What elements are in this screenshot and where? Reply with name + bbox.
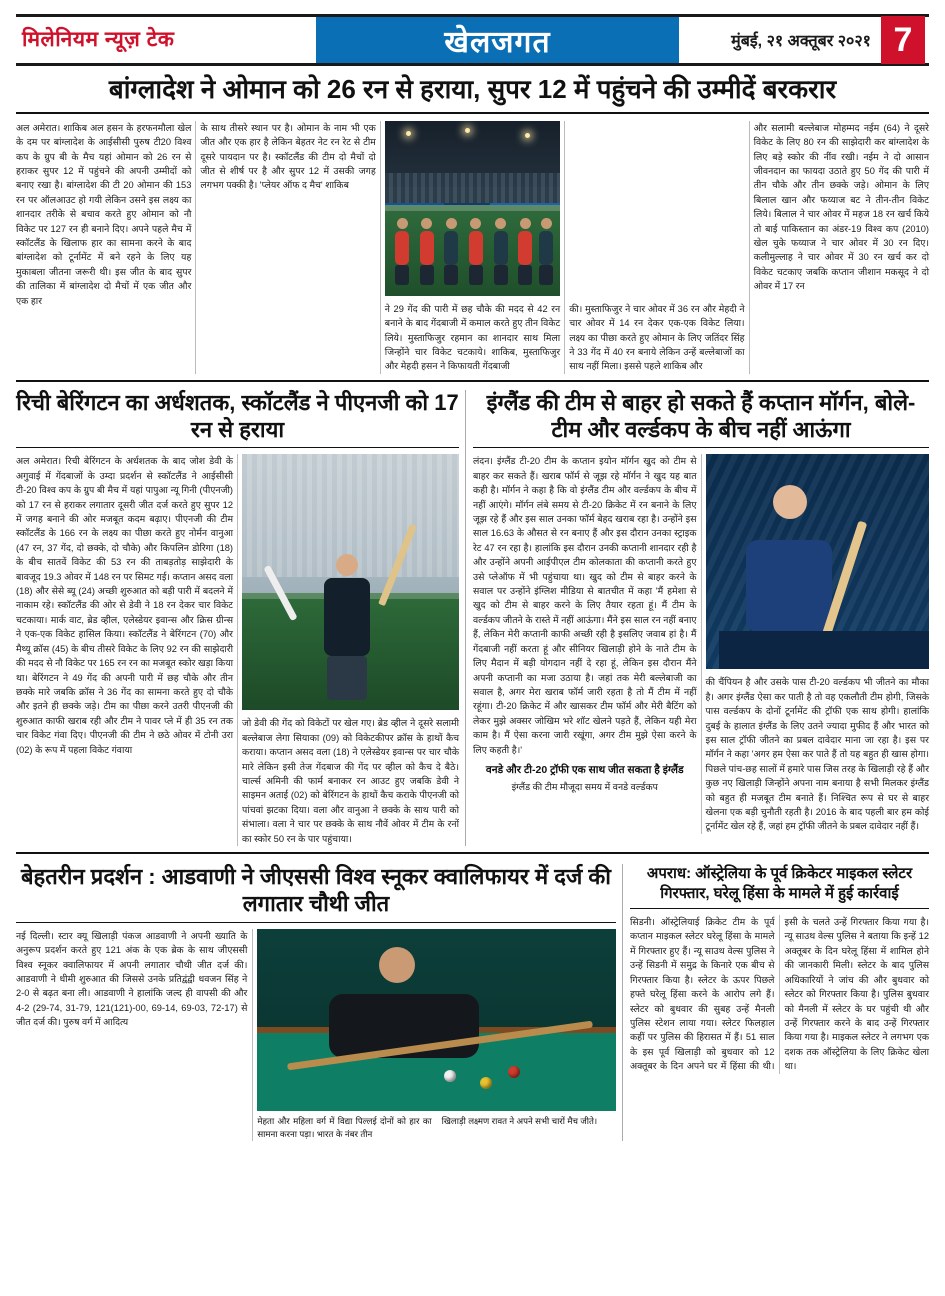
column-3-text: ने 29 गेंद की पारी में छह चौके की मदद से 42 रन बनाने के बाद गेंदबाजी में कमाल करते हुए तीन विकेट लिये। मुस्ताफिजुर रहमान का शानदार साथ मिला जिन्होंने चार विकेट चटकाये। शाकिब, मुस्ताफिजुर और मेहदी हसन ने किफायती गेंदबाजी	[384, 303, 561, 372]
column-4-text: की। मुस्ताफिजुर ने चार ओवर में 36 रन और मेहदी ने चार ओवर में 14 रन देकर एक-एक विकेट लिया। लक्ष्य का पीछा करते हुए ओमान के लिए जतिंदर सिंह ने 33 गेंद में 40 रन बनाये लेकिन उन्हें बल्लेबाजों का साथ नहीं मिला। इससे पहले शाकिब और	[569, 303, 745, 372]
masthead-left	[16, 17, 316, 63]
story-morgan-headline: इंग्लैंड की टीम से बाहर हो सकते हैं कप्तान मॉर्गन, बोले- टीम और वर्ल्डकप के बीच नहीं आऊंगा	[486, 389, 916, 442]
divider	[16, 922, 616, 923]
story-morgan-subhead-2: इंग्लैंड की टीम मौजूदा समय में वनडे वर्ल्डकप	[511, 781, 658, 792]
story-morgan-columns	[473, 454, 929, 833]
divider	[473, 447, 929, 448]
column-2	[242, 454, 459, 846]
column-2-text: की चैंपियन है और उसके पास टी-20 वर्ल्डकप भी जीतने का मौका है। अगर इंग्लैंड ऐसा कर पाती है तो वह एकलौती टीम होगी, जिसके पास वर्ल्डकप के दोनों टूर्नामेंट की ट्रॉफी एक साथ होगी। हालांकि दुबई के हालात इंग्लैंड के लिए उतने ज्यादा मुफीद हैं और भारत को इस साल ट्रॉफी जीतने का प्रबल दावेदार माना जा रहा है। इस पर मॉर्गन ने कहा 'अगर हम ऐसा कर पाते हैं तो यह बहुत ही खास होगा। पिछले पांच-छह सालों में हमारे पास जिस तरह के खिलाड़ी रहे हैं और कुछ नए खिलाड़ी जिन्होंने अपना नाम बनाया है सभी मिलकर इंग्लैंड को बहुत ही मजबूत टीम बनाते हैं। निश्चित रूप से घर से बाहर खेलना एक बड़ी चुनौती रहती है। 2016 के बाद पहली बार हम कोई टूर्नामेंट खेल रहे हैं, जहां हम ट्रॉफी जीतने के प्रबल दावेदार नहीं हैं।	[705, 677, 929, 832]
story-slater	[630, 864, 929, 1140]
story-bangladesh	[16, 74, 929, 374]
place-date: मुंबई, २१ अक्तूबर २०२१	[731, 33, 871, 50]
story-morgan	[473, 390, 929, 846]
column-5-text: और सलामी बल्लेबाज मोहम्मद नईम (64) ने दूसरे विकेट के लिए 80 रन की साझेदारी कर बांग्लादेश के लिए बड़े स्कोर की नींव रखी। नईम ने दो आसान जीवनदान का फायदा उठाते हुए 50 गेंद की पारी में तीन चौके और तीन छक्के जड़े। ओमान के लिए बिलाल खान और फय्याज बट ने तीन-तीन विकेट लिये। बिलाल ने चार ओवर में महज 18 रन खर्च किये तो बाई पाकिस्तान का अंडर-19 विश्व कप (2010) खेल चुके फय्याज ने चार ओवर में 30 रन दिए। कलीमुल्लाह ने चार ओवर में 30 रन खर्च कर दो विकेट चटकाए जबकि कप्तान जीशान मकसूद ने दो ओवर में 17 रन	[753, 122, 929, 292]
advani-caption-columns	[257, 1115, 616, 1141]
story-berrington	[16, 390, 459, 846]
story-berrington-headline: रिची बेरिंगटन का अर्धशतक, स्कॉटलैंड ने पीएनजी को 17 रन से हराया	[16, 389, 459, 442]
column-2-text: जो डेवी की गेंद को विकेटों पर खेल गए। ब्रेड व्हील ने दूसरे सलामी बल्लेबाज लेगा सियाका (09) को विकेटकीपर क्रॉस के हाथों कैच कराया। कप्तान असद वला (18) ने एलेस्डेयर इवान्स पर चार चौके मारे लेकिन इसी तेज गेंदबाज की गेंद पर व्हील को कैच दे बैठे। चार्ल्स अमिनी की फार्म बनाकर रन आउट हुए जबकि डेवी ने साइमन अताई (02) को बेरिंगटन के हाथों कैच कराके पीएनजी को पांचवां झटका दिया। वला और वानुआ ने छक्के के साथ पारी को संभाला। वला ने चार पर छक्के के साथ नौवें ओवर में टीम के रनों का स्कोर 50 रन के पार पहुंचाया।	[242, 718, 459, 844]
column-2	[257, 929, 616, 1141]
divider	[16, 380, 929, 382]
section-banner	[316, 17, 679, 63]
page-number: 7	[881, 16, 925, 64]
story-slater-text: सिडनी। ऑस्ट्रेलियाई क्रिकेट टीम के पूर्व कप्तान माइकल स्लेटर घरेलू हिंसा के मामले में गिरफ्तार हुए हैं। न्यू साउथ वेल्स पुलिस ने उन्हें सिडनी में समुद्र के किनारे एक बीच से गिरफ्तार किया है। स्लेटर के ऊपर पिछले हफ्ते घरेलू हिंसा करने के आरोप लगे हैं। स्लेटर को बुधवार की सुबह उन्हें मैनली पुलिस स्टेशन लाया गया। स्लेटर फिलहाल कहीं पर पुलिस की हिरासत में हैं। 51 साल के इस पूर्व खिलाड़ी को बुधवार को 12 अक्तूबर के दिन अपने घर में हिंसा की थी। इसी के चलते उन्हें गिरफ्तार किया गया है। न्यू साउथ वेल्स पुलिस ने बताया कि इन्हें 12 अक्तूबर के दिन घरेलू हिंसा में शामिल होने की जानकारी मिली। स्लेटर के बाद पुलिस अधिकारियों ने जांच की और बुधवार को स्लेटर को गिरफ्तार किया है। पुलिस बुधवार को मैनली में स्लेटर के घर पहुंची थी और उन्हें गिरफ्तार करने के बाद उन्हें गिरफ्तार किया गया है। माइकल स्लेटर ने लगभग एक दशक तक ऑस्ट्रेलिया के लिए क्रिकेट खेला था।	[630, 917, 929, 1072]
stories-row-3	[16, 864, 929, 1140]
story-slater-columns	[630, 915, 929, 1073]
story-berrington-columns	[16, 454, 459, 846]
divider	[16, 447, 459, 448]
story-advani	[16, 864, 616, 1140]
column-1-text: अल अमेरात। रिची बेरिंगटन के अर्धशतक के बाद जोश डेवी के अगुवाई में गेंदबाजों के उम्दा प्रदर्शन से स्कॉटलैंड ने आईसीसी टी-20 विश्व कप के ग्रुप बी मैच में यहां पापुआ न्यू गिनी (पीएनजी) को 17 रन से हराकर लगातार दूसरी जीत दर्ज करते हुए सुपर 12 में जगह बनाने की ओर मजबूत कदम बढ़ाए। पीएनजी की टीम स्कॉटलैंड के 166 रन के लक्ष्य का पीछा करते हुए नोर्मन वानुआ (47 रन, 37 गेंद, दो छक्के, दो चौके) और किपलिन डोरिगा (18) के बीच सातवें विकेट की 53 रन की ताबड़तोड़ साझेदारी के बावजूद 19.3 ओवर में 148 रन पर सिमट गई। कप्तान असद वला (18) और सेसे ब्यू (24) अच्छी शुरुआत को बड़ी पारी में बदलने में नाकाम रहे। स्कॉटलैंड की ओर से डेवी ने 18 रन देकर चार विकेट चटकाया। मार्क वाट, ब्रेड व्हील, एलेस्डेयर इवान्स और क्रिस ग्रीन्स ने एक-एक विकेट हासिल किया। स्कॉटलैंड ने बेरिंगटन (70) और मैथ्यू क्रॉस (45) के बीच तीसरे विकेट के लिए 92 रन की साझेदारी की मदद से नौ विकेट पर 165 रन रन का मजबूत स्कोर खड़ा किया था। बेरिंगटन ने 49 गेंद की अपनी पारी में छह चौके और तीन छक्के मारे जबकि क्रॉस ने 36 गेंद का सामना करते हुए दो चौके और इतने ही छक्के जड़े। टीम का पीछा करने उतरी पीएनजी की शुरुआत काफी खराब रही और टीम ने पावर प्ले में ही 35 रन तक चार विकेट गंवा दिए। पीएनजी की टीम ने छठे ओवर में टोनी उरा (02) के रूप में पहला विकेट गंवाया	[16, 456, 233, 755]
column-3	[385, 121, 560, 374]
story-morgan-subhead-1: वनडे और टी-20 ट्रॉफी एक साथ जीत सकता है इंग्लैंड	[485, 763, 684, 776]
masthead	[16, 14, 929, 66]
divider	[16, 112, 929, 114]
story-bangladesh-columns	[16, 121, 929, 374]
masthead-right	[679, 17, 929, 63]
story-slater-headline: अपराध: ऑस्ट्रेलिया के पूर्व क्रिकेटर माइकल स्लेटर गिरफ्तार, घरेलू हिंसा के मामले में हुई कार्रवाई	[646, 865, 913, 902]
column-2	[706, 454, 930, 833]
berrington-photo	[242, 454, 459, 710]
column-1	[16, 929, 247, 1141]
column-1	[473, 454, 697, 833]
story-advani-headline: बेहतरीन प्रदर्शन : आडवाणी ने जीएससी विश्व स्नूकर क्वालिफायर में दर्ज की लगातार चौथी जीत	[21, 864, 611, 916]
column-2-text: के साथ तीसरे स्थान पर है। ओमान के नाम भी एक जीत और एक हार है लेकिन बेहतर नेट रन रेट से टीम दूसरे पायदान पर है। स्कॉटलैंड की टीम दो मैचों दो जीत से शीर्ष पर है और सुपर 12 में उसकी जगह लगभग पक्की है। 'प्लेयर ऑफ द मैच' शाकिब	[200, 122, 376, 191]
section-title: खेलजगत	[444, 25, 551, 59]
divider	[630, 908, 929, 909]
story-bangladesh-headline: बांग्लादेश ने ओमान को 26 रन से हराया, सुपर 12 में पहुंचने की उम्मीदें बरकरार	[108, 74, 837, 104]
publication-logo: मिलेनियम न्यूज़ टेक	[22, 28, 175, 52]
divider	[16, 852, 929, 854]
column-1	[16, 454, 233, 846]
stories-row-2	[16, 390, 929, 846]
column-2	[200, 121, 375, 374]
story-advani-columns	[16, 929, 616, 1141]
advani-photo	[257, 929, 616, 1111]
column-1-text: लंदन। इंग्लैंड टी-20 टीम के कप्तान इयोन मॉर्गन खुद को टीम से बाहर कर सकते हैं। खराब फॉर्म से जूझ रहे मॉर्गन ने खुद यह बात कही है। मॉर्गन ने कहा है कि वो इंग्लैंड टीम और वर्ल्डकप के बीच में नहीं आएंगे। मॉर्गन लंबे समय से टी-20 क्रिकेट में रन बनाने के लिए जूझ रहे हैं और इस साल उनका फॉर्म बेहद खराब रहा है। उन्होंने इस साल 16.63 के औसत से रन बनाए हैं और इस दौरान उनका स्ट्राइक रेट 47 रन रहा है। हालांकि इस दौरान उनकी कप्तानी शानदार रही है और उन्होंने अपनी आईपीएल टीम कोलकाता की कप्तानी करते हुए उसे प्लेऑफ में भी पहुंचाया था। खुद को टीम से बाहर करने के सवाल पर उन्होंने इंग्लिश मीडिया से बातचीत में कहा 'मैं हमेशा से खुद को टीम से बाहर करने के लिए तैयार रहता हूं। मैं टीम के वर्ल्डकप जीतने के रास्ते में नहीं आऊंगा। मैंने इस साल रन नहीं बनाए हैं, लेकिन मेरी कप्तानी काफी अच्छी रही है इसलिए जवाब हां है। मैं गेंदबाजी नहीं करता हूं और सीनियर खिलाड़ी होने के नाते टीम के लिए मैदान में बड़ी योगदान नहीं दे रहा हूं, लेकिन इस दौरान मैंने अपनी कप्तानी का मजा उठाया है। जहां तक मेरी बल्लेबाजी का सवाल है, अगर मेरा खराब फॉर्म जारी रहता है तो मैं टीम में नहीं रहूंगा। टी-20 क्रिकेट में और खासकर टीम फॉर्म और मेरी बैटिंग को लेकर मुझे अक्सर जोखिम भरे शॉट खेलने पड़ते हैं, लेकिन यही मेरा काम है। मैं ऐसा करना जारी रखूंगा, अगर टीम मुझे ऐसा करने के लिए कहती है।'	[473, 456, 697, 755]
column-1-text: नई दिल्ली। स्टार क्यू खिलाड़ी पंकज आडवाणी ने अपनी ख्याति के अनुरूप प्रदर्शन करते हुए 121 अंक के एक ब्रेक के साथ जीएससी विश्व स्नूकर क्वालिफायर में अपनी लगातार चौथी जीत दर्ज की। आडवाणी ने धीमी शुरुआत की जिससे उनके प्रतिद्वंद्वी धवजन सिंह ने 2-0 से बढ़त बना ली। आडवाणी ने हालांकि जल्द ही वापसी की और 4-2 (29-74, 31-79, 121(121)-00, 69-14, 69-03, 72-17) से जीत दर्ज की। पुरुष वर्ग में आदित्य	[16, 930, 248, 1028]
column-4	[569, 121, 744, 374]
morgan-photo	[706, 454, 930, 669]
column-1-text: अल अमेरात। शाकिब अल हसन के हरफनमौला खेल के दम पर बांग्लादेश के आईसीसी पुरुष टी20 विश्व कप के ग्रुप बी के मैच यहां ओमान को 26 रन से हराकर सुपर 12 में पहुंचने की अपनी उम्मीदों को बनाए रखा है। बांग्लादेश की टी 20 ओमान की 153 रन पर ऑलआउट हो गयी लेकिन उसने इस लक्ष्य का शानदार तरीके से बचाव करते हुए ओमान को नौ विकेट पर 127 रन ही बनाने दिए। अपने पहले मैच में स्कॉटलैंड के खिलाफ हार का सामना करने के बाद बांग्लादेश को टूर्नामेंट में बने रहने के लिए यह मुकाबला जीतना जरूरी थी। इस जीत के बाद सुपर की तालिका में बांग्लादेश दो मैचों में एक जीत और एक हार	[16, 122, 192, 306]
column-1	[16, 121, 191, 374]
column-5	[754, 121, 929, 374]
caption-left: मेहता और महिला वर्ग में विद्या पिल्लई दोनों को हार का सामना करना पड़ा। भारत के नंबर तीन	[257, 1115, 432, 1139]
bangladesh-team-photo	[385, 121, 560, 296]
caption-right: खिलाड़ी लक्ष्मण रावत ने अपने सभी चारों मैच जीते।	[441, 1115, 598, 1126]
